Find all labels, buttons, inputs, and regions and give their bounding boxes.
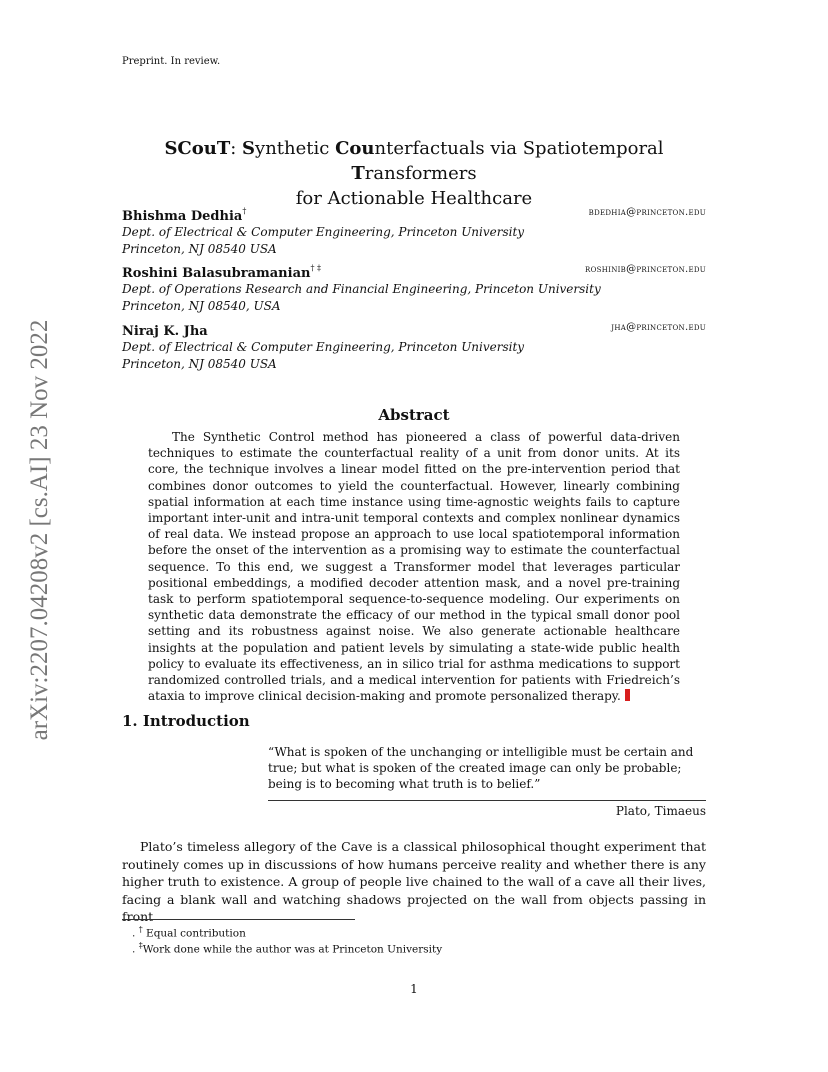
author-marks: † ‡ (310, 263, 321, 273)
author-email[interactable]: bdedhia@princeton.edu (588, 207, 706, 218)
abstract-body (148, 429, 680, 704)
author-name: Bhishma Dedhia (122, 209, 243, 224)
epigraph-attribution: Plato, Timaeus (615, 804, 706, 818)
footnote: . ‡Work done while the author was at Princeton University (132, 941, 443, 956)
footnote-mark: ‡ (138, 941, 143, 950)
intro-paragraph: Plato’s timeless allegory of the Cave is a classical philosophical thought experiment that routinely comes up in discussions of how humans perceive reality and whether there is any higher truth to existence. A group of people live chained to the wall of a cave all their lives, facing a blank wall and watching shadows projected on the wall from objects passing in front (122, 839, 706, 925)
author-address: Princeton, NJ 08540, USA (122, 299, 281, 313)
title-part: ransformers (364, 163, 477, 184)
preprint-label: Preprint. In review. (122, 56, 221, 67)
author-affiliation: Dept. of Operations Research and Financial Engineering, Princeton University (122, 282, 601, 296)
author-email[interactable]: jha@princeton.edu (611, 322, 706, 333)
footnote-mark: † (138, 925, 143, 934)
title-line-2: for Actionable Healthcare (295, 188, 533, 209)
epigraph-rule (268, 800, 706, 801)
footnote-rule (122, 919, 355, 920)
title-part-bold: S (242, 138, 256, 159)
title-part: : (230, 138, 243, 159)
author-block (122, 320, 706, 373)
section-heading-introduction: 1. Introduction (122, 712, 250, 730)
page-number: 1 (410, 982, 418, 996)
end-of-abstract-marker (625, 689, 630, 701)
author-marks: † (242, 206, 247, 216)
author-name: Roshini Balasubramanian (122, 266, 311, 281)
abstract-heading: Abstract (378, 406, 450, 424)
author-block (122, 205, 706, 258)
abstract-text: The Synthetic Control method has pioneered a class of powerful data-driven techniques to estimate the counterfactual reality of a unit from donor units. At its core, the technique involves a linear model fitted on the pre-intervention period that combines donor outcomes to yield the counterfactual. However, linearly combining spatial information at each time instance using time-agnostic weights fails to capture important inter-unit and intra-unit temporal contexts and complex nonlinear dynamics of real data. We instead propose an approach to use local spatiotemporal information before the onset of the intervention as a promising way to estimate the counterfactual sequence. To this end, we suggest a Transformer model that leverages particular positional embeddings, a modified decoder attention mask, and a novel pre-training task to perform spatiotemporal sequence-to-sequence modeling. Our experiments on synthetic data demonstrate the efficacy of our method in the typical small donor pool setting and its robustness against noise. We also generate actionable healthcare insights at the population and patient levels by simulating a state-wide public health policy to evaluate its effectiveness, an in silico trial for asthma medications to support randomized controlled trials, and a medical intervention for patients with Friedreich’s ataxia to improve clinical decision-making and promote personalized therapy. (148, 430, 680, 704)
author-affiliation: Dept. of Electrical & Computer Engineering, Princeton University (122, 225, 525, 239)
author-affiliation: Dept. of Electrical & Computer Engineering, Princeton University (122, 340, 525, 354)
author-address: Princeton, NJ 08540 USA (122, 357, 277, 371)
title-acronym: SCouT (164, 138, 231, 159)
epigraph-quote: “What is spoken of the unchanging or intelligible must be certain and true; but what is spoken of the created image can only be probable; being is to becoming what truth is to belief.” (268, 745, 694, 792)
title-part-bold: Cou (335, 138, 375, 159)
paper-title (100, 136, 728, 211)
author-email[interactable]: roshinib@princeton.edu (585, 264, 706, 275)
title-part-bold: T (351, 163, 365, 184)
author-name: Niraj K. Jha (122, 324, 208, 339)
footnote: . † Equal contribution (132, 925, 246, 940)
footnote-text: Work done while the author was at Princeton University (142, 943, 443, 956)
arxiv-stamp-text: arXiv:2207.04208v2 [cs.AI] 23 Nov 2022 (26, 319, 53, 741)
author-block (122, 262, 706, 315)
author-address: Princeton, NJ 08540 USA (122, 242, 277, 256)
arxiv-stamp (20, 300, 60, 760)
footnote-text: Equal contribution (146, 927, 246, 940)
title-part: ynthetic (255, 138, 336, 159)
title-part: nterfactuals via Spatiotemporal (374, 138, 664, 159)
